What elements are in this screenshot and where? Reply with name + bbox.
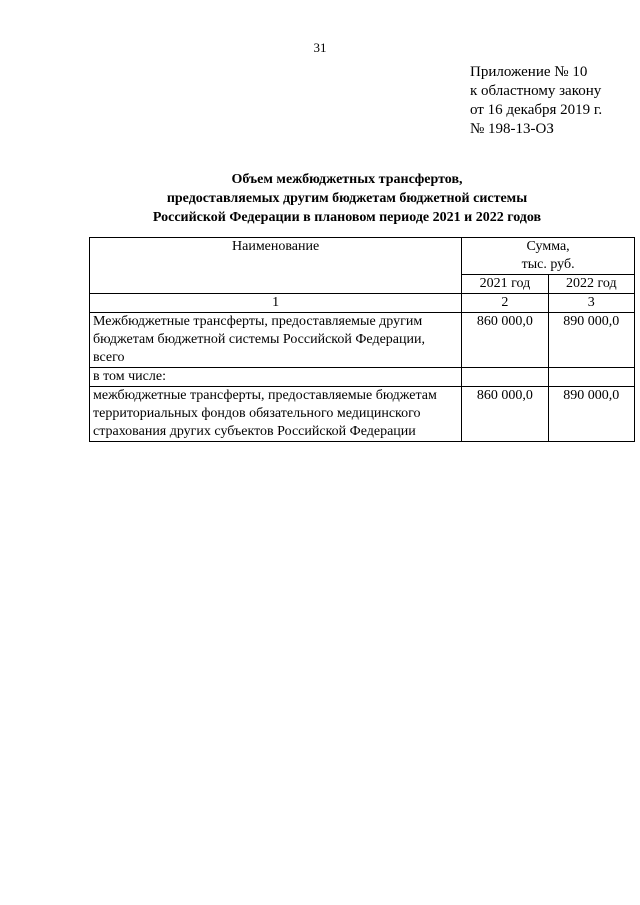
header-name-cell: [90, 238, 462, 294]
header-sum-cell: [462, 238, 635, 275]
table-row: [90, 387, 635, 442]
header-sum-line: тыс. руб.: [521, 257, 575, 272]
title-line: Объем межбюджетных трансфертов,: [231, 172, 463, 187]
row-name: Межбюджетные трансферты, предоставляемые другим бюджетам бюджетной системы Российской Федерации, всего: [90, 313, 462, 368]
row-name: в том числе:: [90, 368, 462, 387]
appendix-line: от 16 декабря 2019 г.: [470, 102, 603, 118]
page-number: 31: [313, 40, 327, 55]
row-value-2022: 890 000,0: [548, 387, 634, 442]
header-name: Наименование: [232, 239, 320, 254]
header-year-2022: 2022 год: [548, 275, 634, 294]
row-value-2022: [548, 368, 634, 387]
column-number: 1: [90, 294, 462, 313]
row-value-2022: 890 000,0: [548, 313, 634, 368]
header-year-2021: 2021 год: [462, 275, 548, 294]
table-row: [90, 313, 635, 368]
column-number: 3: [548, 294, 634, 313]
title-line: предоставляемых другим бюджетам бюджетной системы: [166, 191, 528, 206]
row-value-2021: [462, 368, 548, 387]
column-number: 2: [462, 294, 548, 313]
appendix-line: Приложение № 10: [470, 64, 588, 80]
row-value-2021: 860 000,0: [462, 387, 548, 442]
row-value-2021: 860 000,0: [462, 313, 548, 368]
transfers-table: [89, 237, 635, 442]
header-sum-line: Сумма,: [526, 239, 570, 254]
row-name: межбюджетные трансферты, предоставляемые бюджетам территориальных фондов обязательного медицинского страхования других субъектов Российской Федерации: [90, 387, 462, 442]
title-line: Российской Федерации в плановом периоде 2021 и 2022 годов: [152, 210, 542, 225]
appendix-line: № 198-13-ОЗ: [470, 121, 554, 137]
appendix-line: к областному закону: [470, 83, 602, 99]
table-row: [90, 368, 635, 387]
document-title: [0, 170, 640, 227]
appendix-block: [470, 63, 602, 139]
